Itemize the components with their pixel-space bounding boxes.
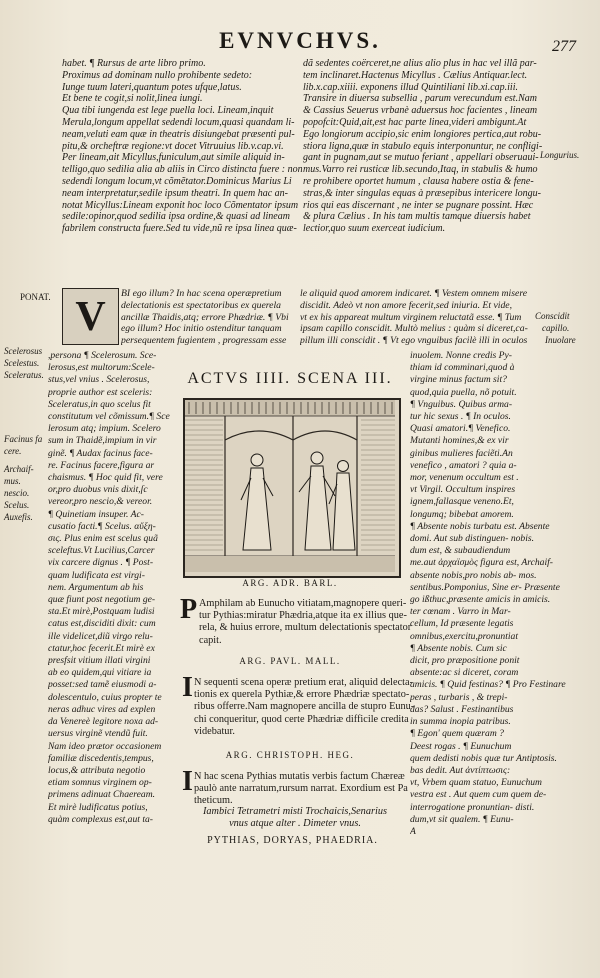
text-line: & plura Cælius . In his tam multis tamque diuersis habet [303,211,531,223]
text-line: me.aut ἀρχαϊσμὸς figura est, Archaif- [410,557,553,569]
text-line: ¶ Absente nobis. Cum sic [410,642,507,654]
text-line: pitu,& orcheftræ regione:vt docet Vitruuius lib.v.cap.vi. [62,140,284,152]
text-line: go ißthuc,præsente amicis in amicis. [410,594,551,606]
text-line: sceleftus.Vt Lucilius,Carcer [48,545,155,557]
text-line: stus,vel vnius . Scelerosus, [48,374,150,386]
text-line: fabrilem constructa fuere.Sed tu vide,nũ re ipsa linea quæ- [62,223,297,235]
text-line: ter cœnam . Varro in Mar- [410,606,511,618]
text-line: telligo,quo sedilia alia ab aliis in Circo distincta fuere : non [62,164,303,176]
meter-note [185,806,405,830]
text-line: Iunge tuum lateri,quantum potes ufque,latus. [62,81,242,93]
text-line: sedendi longum locum,vt cõmẽtator.Dominicus Marius Li [62,175,292,187]
text-line: sta.Et mirè,Postquam ludisi [48,606,155,618]
text-line: Merula,longum appellat sedendi locum,quasi quandam li- [62,116,295,128]
text-line: catus est,disciditi dixit: cum [48,618,156,630]
text-line: quàm complexus est,aut ta- [48,813,153,825]
text-line: etiam somnus virginem op- [48,777,152,789]
text-line: Deest rogas . ¶ Eunuchum [410,740,512,752]
text-line: Quasi amatori.¶ Venefico. [410,423,511,435]
text-line: cusatio facti.¶ Scelus. αὔξη- [48,520,156,532]
text-line: tionis ex querela Pythiæ,& errore Phædriæ spectato- [194,689,410,701]
text-line: ribus offerre.Nam magnopere ancilla de stupro Eunu- [194,701,415,713]
text-line: sentibus.Pomponius, Sine er- Præsente [410,581,560,593]
argument-christoph-text [194,771,406,808]
text-line: dicit, pro præpositione ponit [410,655,520,667]
text-line: venefico , amatori ? quia a- [410,459,517,471]
text-line: discidit. Adeò vt non amore fecerit,sed iniuria. Et vide, [300,299,513,311]
text-line: quod,quia puella, nõ potuit. [410,386,517,398]
text-line: N hac scena Pythias mutatis verbis factum Chæreæ [194,771,405,782]
text-line: capit. [199,634,222,646]
text-line: in summa inopia patribus. [410,716,511,728]
text-line: habet. ¶ Rursus de arte libro primo. [62,58,206,69]
text-line: mus.Varro rei rusticæ lib.secundo,Itaq, in stabulis & humo [303,164,538,176]
text-line: Transire in diuersa subsellia , parum verecundum est.Nam [303,93,537,105]
right-commentary [410,350,580,838]
text-line: ¶ Absente nobis turbatu est. Absente [410,520,550,532]
text-line: tem inclinaret.Hactenus Micyllus . Cælius Antiquar.lect. [303,69,528,81]
text-line: posset:sed tamẽ eiusmodi a- [48,679,157,691]
top-left-commentary [62,58,307,235]
text-line: Et bene te cogit,si nolit,linea iungi. [62,93,203,105]
text-line: stiora ligna,quæ in stabulo equis interponuntur, ne confligi- [303,140,543,152]
text-line: dum,vt sit qualem. ¶ Eunu- [410,813,514,825]
argument-initial-p: P [180,594,198,625]
text-line: inuolem. Nonne credis Py- [410,350,512,361]
text-line: paulò ante narratum,rursum narrat. Exordium est Pa [194,783,408,795]
text-line: constitutum vel cõmissum.¶ Sce [48,411,170,423]
text-line: bas dedit. Aut ἀντίπτωσις: [410,764,511,776]
text-line: sedile:opinor,quod sedilia ipsa ordine,& quasi ad lineam [62,211,290,223]
scene-intro-commentary [121,288,299,347]
text-line: ipsam capillo conscidit. Multò melius : quàm si diceret,ca- [300,323,528,335]
text-line: neam,veluti eam quæ in theatris disiungebat præsenti pul- [62,128,295,140]
margin-note: nescio. [4,488,30,498]
top-right-commentary [303,58,558,235]
decorated-initial [62,288,119,345]
text-line: lerosus,est multorum:Scele- [48,362,155,374]
margin-note-longurius: Longurius. [540,150,580,160]
text-line: Ego longiorum accipio,sic enim longiores pertica,aut robu- [303,128,542,140]
margin-note-capillo: capillo. [542,323,570,333]
text-line: & Cassius Seuerus vrbanè aduersus hoc facientes , lineam [303,105,538,117]
text-line: rios qui eas discernant , ne inter se pugnare possint. Hæc [303,199,534,211]
text-line: dolescentulo, cuius propter te [48,691,162,703]
woodcut-illustration [183,398,401,578]
text-line: thiam id comminari,quod à [410,362,515,374]
text-line: proprie author est sceleris: [48,386,153,398]
text-line: ille videlicet,diũ virgo relu- [48,630,153,642]
text-line: virgine minus factum sit? [410,374,507,386]
text-line: interrogatione pronuntian- disti. [410,801,535,813]
margin-note: Scelestus. [4,358,40,368]
text-line: ¶ Egon' quem quæram ? [410,728,504,740]
text-line: vestra est . Aut quem cum quem de- [410,789,547,801]
text-line: persequentem fugientem , progressam esse [121,335,287,347]
text-line: ancillæ Thaidis,atq; errore Phædriæ. ¶ Vbi [121,311,289,323]
text-line: presfsit vitium illati virgini [48,655,151,667]
text-line: Per lineam,ait Micyllus,funiculum,aut simile aliquid in- [62,152,285,164]
scene-intro-commentary-right [300,288,530,347]
initial-letter: V [75,294,106,340]
argument-initial-i-2: I [182,766,193,797]
text-line: vt ex his appareat multum virginem reluctatã esse. ¶ Tum [300,311,522,323]
text-line: BI ego illum? In hac scena operæpretium [121,288,282,299]
argument-label-barl: ARG. ADR. BARL. [242,578,338,588]
text-line: popofcit:Quid,ait,est hac parte linea,videri ambigunt.At [303,116,527,128]
argument-label-paul: ARG. PAVL. MALL. [239,656,341,666]
text-line: re prohibere oportet humum , clausa habere ostia & fene- [303,175,534,187]
text-line: quam ludificata est virgi- [48,569,145,581]
text-line: Sceleratus,in quo scelus fit [48,398,151,410]
text-line: Proximus ad dominam nullo prohibente sedeto: [62,69,253,81]
text-line: mor, venenum occultum est . [410,472,519,484]
text-line: tur Pythias:miratur Phædria,atque ita ex illius que- [199,610,407,622]
text-line: vt, Vrbem quam statuo, Eunuchum [410,777,542,789]
text-line: tur hic sexus . ¶ In oculos. [410,411,511,423]
text-line: ¶ Quinetiam insuper. Ac- [48,508,144,520]
text-line: ,persona ¶ Scelerosum. Sce- [48,350,157,361]
text-line: Et mirè ludificatus potius, [48,801,148,813]
margin-note: Scelerosus [4,346,43,356]
text-line: chaismus. ¶ Hoc quid fit, vere [48,472,163,484]
text-line: lib.x.cap.xiiii. exponens illud Quintiliani lib.xi.cap.iii. [303,81,518,93]
text-line: amicis. ¶ Quid festinas? ¶ Pro Festinare [410,679,566,691]
act-scene-heading: ACTVS IIII. SCENA III. [187,370,393,387]
text-line: primens adinuat Chaeream. [48,789,156,801]
text-line: dã sedentes coërceret,ne alius alio plus in hac vel illã par- [303,58,537,69]
ponat-label: PONAT. [20,292,51,302]
persons-list: PYTHIAS, DORYAS, PHAEDRIA. [207,835,378,846]
text-line: N sequenti scena operæ pretium erat, aliquid delecta- [194,677,414,688]
text-line: re. Facinus facere,figura ar [48,459,155,471]
text-line: absente nobis,pro nobis ab- mos. [410,569,537,581]
text-line: vereor,pro nescio,& vereor. [48,496,153,508]
text-line: chi conqueritur, quod certe Phædriæ difficile credita [194,713,409,725]
text-line: locus,& attributa negotio [48,764,146,776]
text-line: familiæ discedentis,tempus, [48,752,154,764]
text-line: ego illum? Hoc initio ostenditur tanquam [121,323,282,335]
margin-note-inuolare: Inuolare [545,335,576,345]
margin-note: mus. [4,476,21,486]
text-line: videbatur. [194,725,235,737]
margin-note: Archaif- [4,464,34,474]
text-line: peras , turbaris , & trepi- [410,691,508,703]
text-line: da Venereè legitore noxa ad- [48,716,159,728]
text-line: or,pro duobus vnis dixit,ſc [48,484,148,496]
text-line: domi. Aut sub distinguen- nobis. [410,533,535,545]
text-line: vix carcere dignus . ¶ Post- [48,557,154,569]
text-line: le aliquid quod amorem indicaret. ¶ Vestem omnem misere [300,288,528,299]
page-number: 277 [552,38,576,55]
text-line: theticum. [194,795,233,807]
text-line: rela, & huius errore, multum delectationis spectator [199,622,412,634]
text-line: uersus virginẽ vtendũ fuit. [48,728,148,740]
text-line: longumq; bibebat amorem. [410,508,514,520]
text-line: delectationis est spectatoribus ex querela [121,299,281,311]
text-line: Mutanti homines,& ex vir [410,435,509,447]
margin-note: Sceleratus. [4,370,44,380]
margin-note: Scelus. [4,500,30,510]
text-line: ginibus mulieres faciẽti.An [410,447,513,459]
text-line: Iambici Tetrametri misti Trochaicis,Senarius [202,806,388,817]
argument-initial-i: I [182,672,193,703]
text-line: notat Micyllus:Lineam exponit hoc loco Cõmentator ipsum [62,199,299,211]
argument-label-christoph: ARG. CHRISTOPH. HEG. [225,750,355,760]
text-line: Amphilam ab Eunucho vitiatam,magnopere queri- [199,598,407,609]
text-line: σις. Plus enim est scelus quã [48,533,158,545]
text-line: A [410,825,416,837]
text-line: omnibus,exercitu,pronuntiat [410,630,519,642]
text-line: das? Salust . Festinantibus [410,703,514,715]
text-line: lerosum atq; impium. Scelero [48,423,161,435]
text-line: cellum, Id præsente legatis [410,618,514,630]
left-commentary [48,350,178,826]
margin-note: Auxefis. [4,512,33,522]
text-line: lectior,quo suum exerceat iudicium. [303,223,446,235]
text-line: sum in Thaidẽ,impium in vir [48,435,157,447]
text-line: quem dedisti nobis quæ tur Antiptosis. [410,752,557,764]
text-line: absente:ac si diceret, coram [410,667,519,679]
woodcut-drawing [185,400,395,572]
running-title: EVNVCHVS. [219,28,381,53]
text-line: pillum illi conscidit . ¶ Vt ego vnguibus facilè illi in oculos [300,335,528,347]
text-line: stras,& inter singulas equas à præsepibus intericere longu- [303,187,541,199]
text-line: quæ fiunt post negotium ge- [48,594,156,606]
margin-note: Facinus fa [4,434,43,444]
text-line: dum est, & subaudiendum [410,545,511,557]
text-line: Nam ideo prætor occasionem [48,740,162,752]
text-line: gant in pugnam,aut se mutuo feriant , appellari obseruaui- [303,152,539,164]
margin-note-conscidit: Conscidit [535,311,570,321]
text-line: neam interpretatur,sedile ipsum theatri. In quem hac an- [62,187,288,199]
text-line: vt Virgil. Occultum inspires [410,484,516,496]
text-line: vnus atque alter . Dimeter vnus. [229,818,361,830]
margin-note: cere. [4,446,22,456]
text-line: Qua tibi iungenda est lege puella loci. Lineam,inquit [62,105,274,117]
text-line: ¶ Vnguibus. Quibus arma- [410,398,513,410]
text-line: ab eo quidem,qui vitiare ia [48,667,152,679]
text-line: neras adhuc vires ad explen [48,703,156,715]
text-line: nem. Argumentum ab his [48,581,144,593]
text-line: ginẽ. ¶ Audax facinus face- [48,447,153,459]
argument-paul-text [194,677,415,738]
argument-barl-text [199,598,412,647]
text-line: ignem,fallasque veneno.Et, [410,496,514,508]
text-line: ctatur,hoc fecerit.Et mirè ex [48,642,155,654]
